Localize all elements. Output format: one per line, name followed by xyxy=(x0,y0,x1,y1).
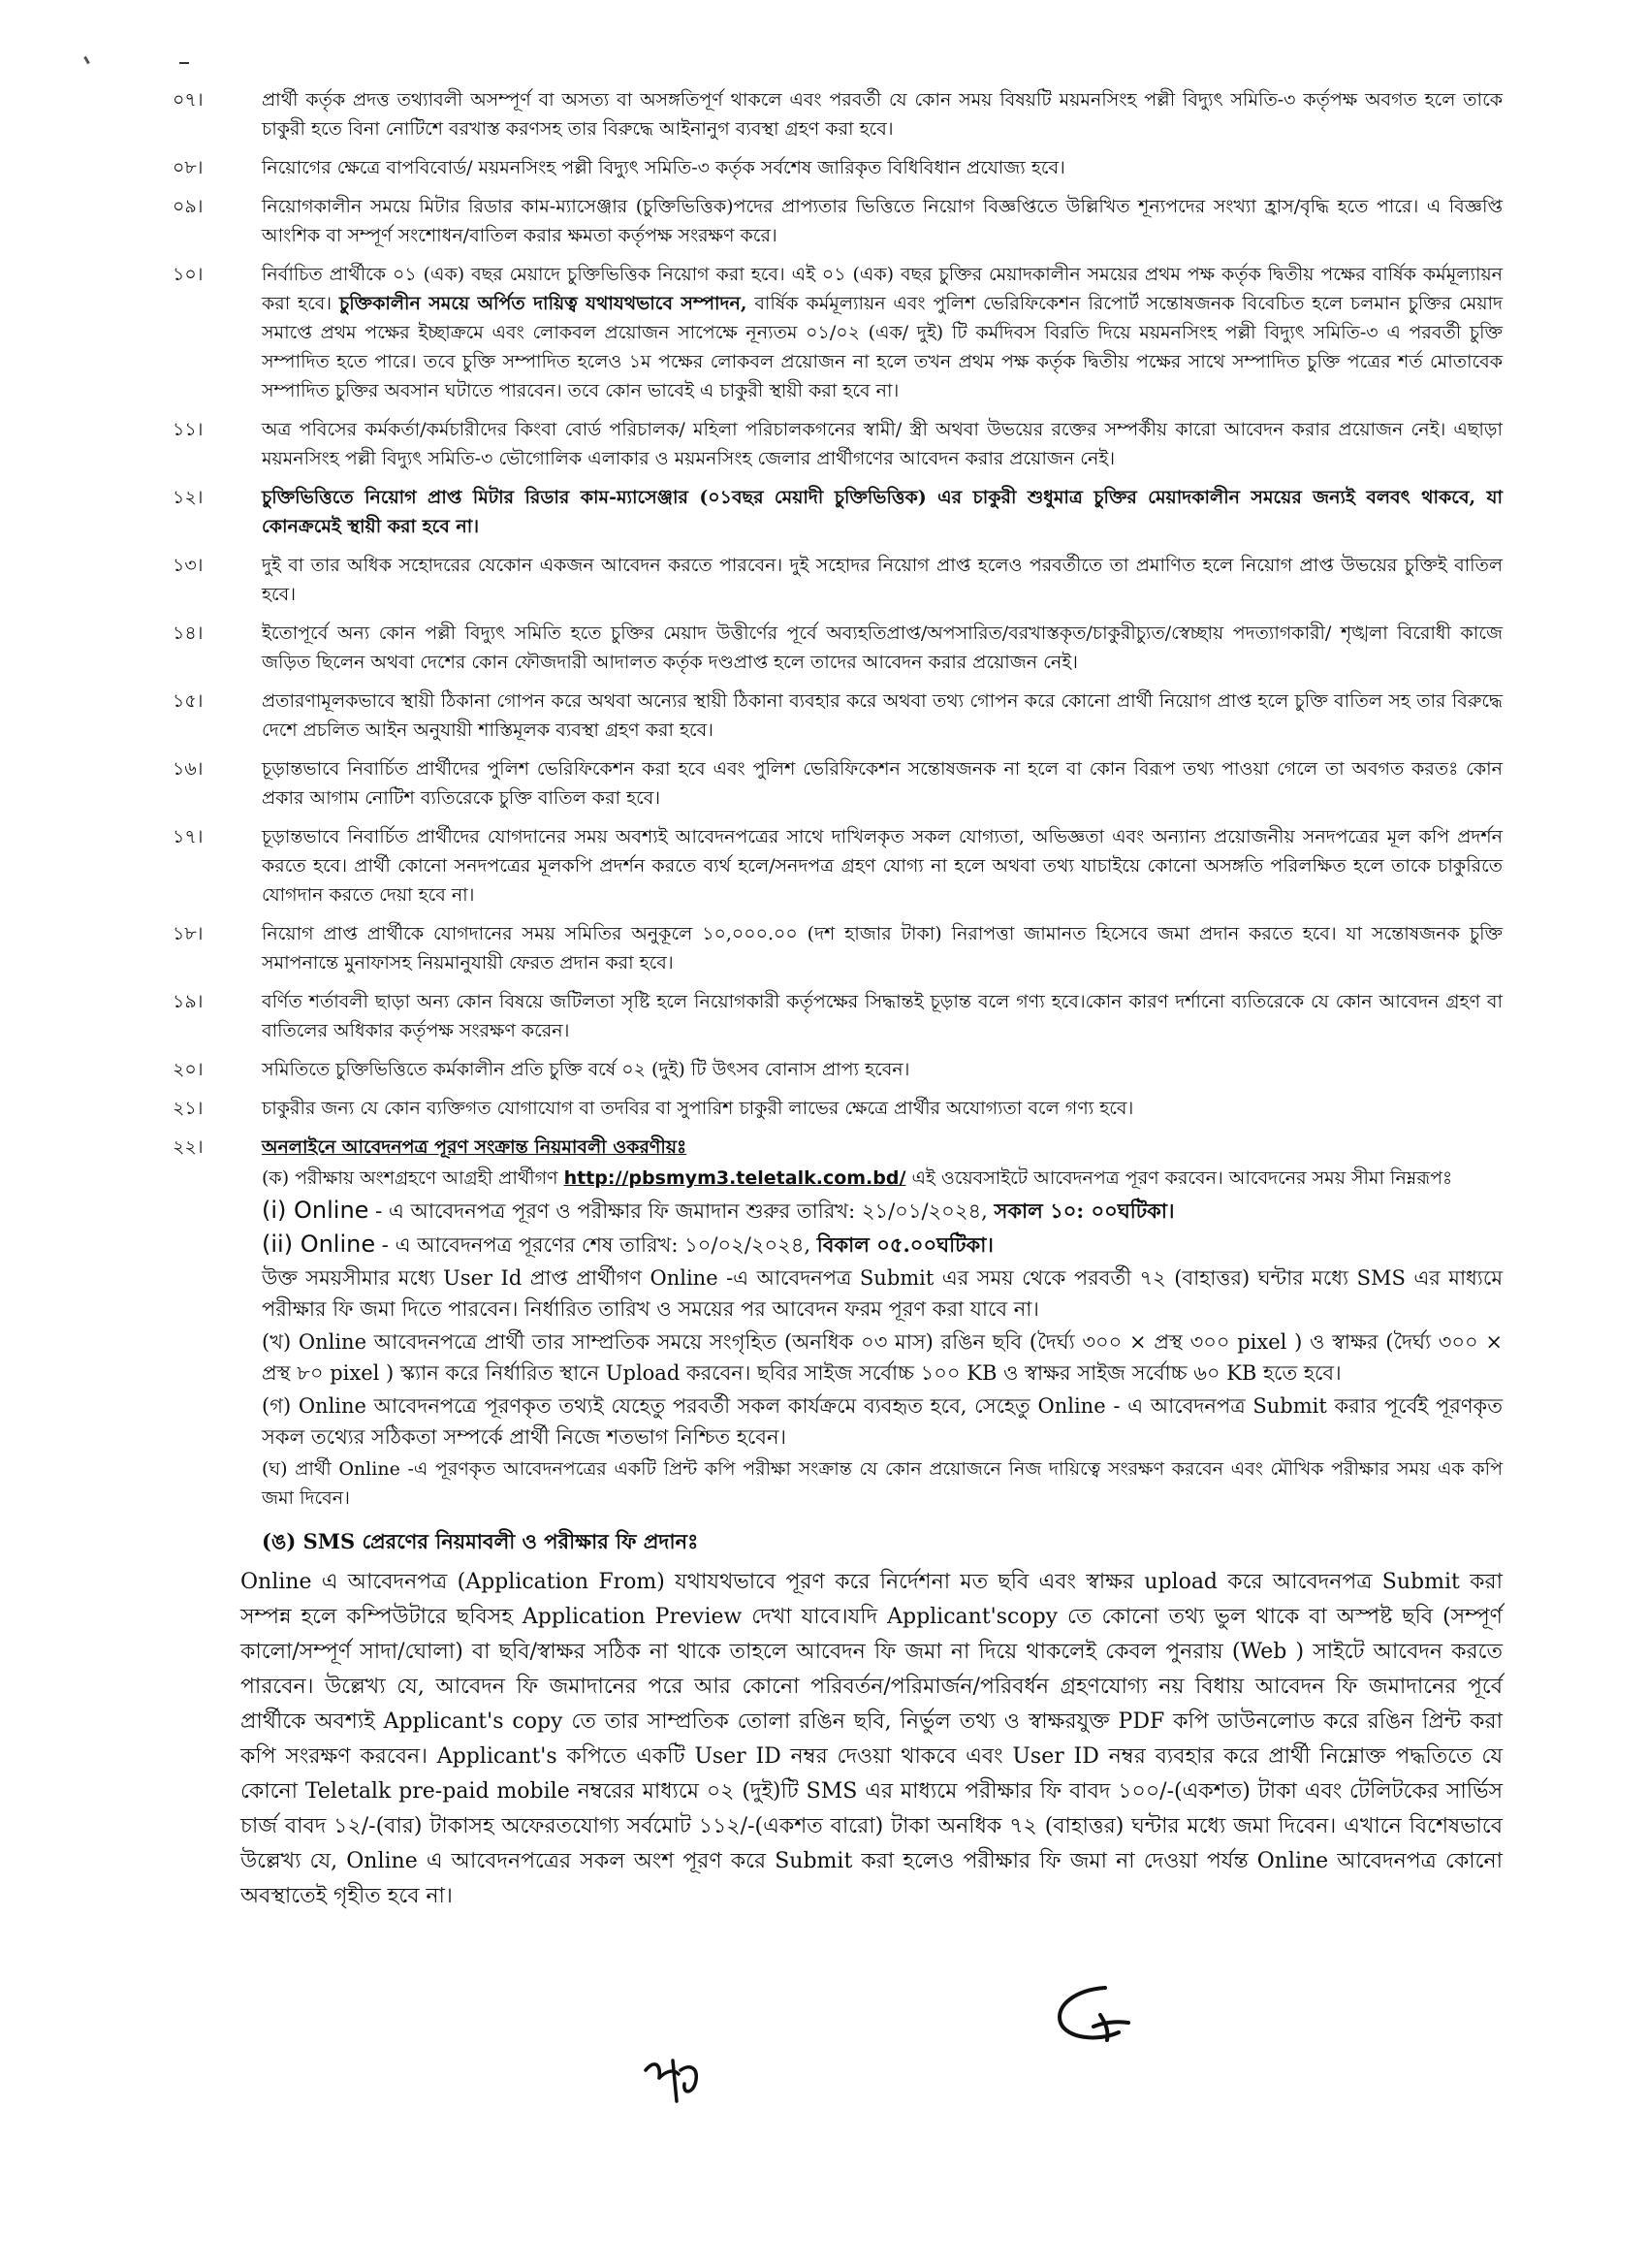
clause-15 xyxy=(165,687,1503,745)
clause-08 xyxy=(165,153,1503,182)
clause-number: ০৯। xyxy=(173,196,204,217)
clause-13 xyxy=(165,551,1503,609)
clause-07 xyxy=(165,85,1503,144)
sms-paragraph: Online এ আবেদনপত্র (Application From) যথাযথভাবে পূরণ করে নির্দেশনা মত ছবি এবং স্বাক্ষর upload করে আবেদনপত্র Submit করা সম্পন্ন হলে কম্পিউটারে ছবিসহ Application Preview দেখা যাবে।যদি Applicant'scopy তে কোনো তথ্য ভুল থাকে বা অস্পষ্ট ছবি (সম্পূর্ণ কালো/সম্পূর্ণ সাদা/ঘোলা) বা ছবি/স্বাক্ষর সঠিক না থাকে তাহলে আবেদন ফি জমা না দিয়ে থাকলেই কেবল পুনরায় (Web ) সাইটে আবেদন করতে পারবেন। উল্লেখ্য যে, আবেদন ফি জমাদানের পরে আর কোনো পরিবর্তন/পরিমার্জন/পরিবর্ধন গ্রহণযোগ্য নয় বিধায় আবেদন ফি জমাদানের পূর্বে প্রার্থীকে অবশ্যই Applicant's copy তে তার সাম্প্রতিক তোলা রঙিন ছবি, নির্ভুল তথ্য ও স্বাক্ষরযুক্ত PDF কপি ডাউনলোড করে রঙিন প্রিন্ট করা কপি সংরক্ষণ করবেন। Applicant's কপিতে একটি User ID নম্বর দেওয়া থাকবে এবং User ID নম্বর ব্যবহার করে প্রার্থী নিম্নোক্ত পদ্ধতিতে যে কোনো Teletalk pre-paid mobile নম্বরের মাধ্যমে ০২ (দুই)টি SMS এর মাধ্যমে পরীক্ষার ফি বাবদ ১০০/-(একশত) টাকা এবং টেলিটকের সার্ভিস চার্জ বাবদ ১২/-(বার) টাকাসহ অফেরতযোগ্য সর্বমোট ১১২/-(একশত বারো) টাকা অনধিক ৭২ (বাহাত্তর) ঘন্টার মধ্যে জমা দিবেন। এখানে বিশেষভাবে উল্লেখ্য যে, Online এ আবেদনপত্রের সকল অংশ পূরণ করে Submit করা হলেও পরীক্ষার ফি জমা না দেওয়া পর্যন্ত Online আবেদনপত্র কোনো অবস্থাতেই গৃহীত হবে না। xyxy=(240,1570,1503,1908)
clause-text: চূড়ান্তভাবে নিবার্চিত প্রার্থীদের পুলিশ ভেরিফিকেশন করা হবে এবং পুলিশ ভেরিফিকেশন সন্তোষজনক না হলে বা কোন বিরূপ তথ্য পাওয়া গেলে তা অবগত করতঃ কোন প্রকার আগাম নোটিশ ব্যতিরেকে চুক্তি বাতিল করা হবে। xyxy=(262,758,1503,809)
online-ka xyxy=(262,1164,1503,1193)
clause-number: ২১। xyxy=(173,1098,204,1119)
clause-number: ১৫। xyxy=(173,690,204,712)
clause-text: চূড়ান্তভাবে নিবার্চিত প্রার্থীদের যোগদানের সময় অবশ্যই আবেদনপত্রের সাথে দাখিলকৃত সকল যোগ্যতা, অভিজ্ঞতা এবং অন্যান্য প্রয়োজনীয় সনদপত্রের মূল কপি প্রদর্শন করতে হবে। প্রার্থী কোনো সনদপত্রের মূলকপি প্রদর্শন করতে ব্যর্থ হলে/সনদপত্র গ্রহণ যোগ্য না হলে অথবা তথ্য যাচাইয়ে কোনো অসঙ্গতি পরিলক্ষিত হলে তাকে চাকুরিতে যোগদান করতে দেয়া হবে না। xyxy=(262,826,1503,906)
online-heading: অনলাইনে আবেদনপত্র পূরণ সংক্রান্ত নিয়মাবলী ওকরণীয়ঃ xyxy=(262,1136,687,1158)
clause-09 xyxy=(165,192,1503,250)
clause-number: ০৭। xyxy=(173,89,204,111)
online-i-label: (i) Online xyxy=(262,1197,369,1224)
clause-22-online xyxy=(165,1133,1503,1559)
online-ka-suffix: এই ওয়েবসাইটে আবেদনপত্র পূরণ করবেন। আবেদনের সময় সীমা নিম্নরূপঃ xyxy=(911,1167,1453,1189)
sms-heading: (ঙ) SMS প্রেরণের নিয়মাবলী ও পরীক্ষার ফি প্রদানঃ xyxy=(262,1529,699,1553)
signature-left xyxy=(640,2051,717,2109)
clause-text-bold: চুক্তিকালীন সময়ে অর্পিত দায়িত্ব যথাযথভাবে সম্পাদন, xyxy=(338,293,747,314)
scan-mark xyxy=(83,56,90,64)
online-ii-text: - এ আবেদনপত্র পূরণের শেষ তারিখ: ১০/০২/২০২৪, xyxy=(381,1233,811,1257)
clause-text xyxy=(262,260,1503,405)
clause-20 xyxy=(165,1055,1503,1084)
clause-number: ১২। xyxy=(173,487,204,508)
clause-text: চাকুরীর জন্য যে কোন ব্যক্তিগত যোগাযোগ বা তদবির বা সুপারিশ চাকুরী লাভের ক্ষেত্রে প্রার্থীর অযোগ্যতা বলে গণ্য হবে। xyxy=(262,1098,1134,1119)
clause-text-part: বার্ষিক কর্মমূল্যায়ন এবং পুলিশ ভেরিফিকেশন রিপোর্ট সন্তোষজনক বিবেচিত হলে চলমান চুক্তির মেয়াদ সমাপ্তে প্রথম পক্ষের ইচ্ছাক্রমে এবং লোকবল প্রয়োজন সাপেক্ষে নূন্যতম ০১/০২ (এক/ দুই) টি কর্মদিবস বিরতি দিয়ে ময়মনসিংহ পল্লী বিদ্যুৎ সমিতি-৩ এ পরবর্তী চুক্তি সম্পাদিত হতে পারে। তবে চুক্তি সম্পাদিত হলেও ১ম পক্ষের লোকবল প্রয়োজন না হলে তখন প্রথম পক্ষ কর্তৃক দ্বিতীয় পক্ষের সাথে সম্পাদিত চুক্তি পত্রের শর্ত মোতাবেক সম্পাদিত চুক্তির অবসান ঘটাতে পারবেন। তবে কোন ভাবেই এ চাকুরী স্থায়ী করা হবে না। xyxy=(262,293,1504,401)
clause-17 xyxy=(165,822,1503,910)
clause-text: প্রার্থী কর্তৃক প্রদত্ত তথ্যাবলী অসম্পূর্ণ বা অসত্য বা অসঙ্গতিপূর্ণ থাকলে এবং পরবর্তী যে কোন সময় বিষয়টি ময়মনসিংহ পল্লী বিদ্যুৎ সমিতি-৩ কর্তৃপক্ষ অবগত হলে তাকে চাকুরী হতে বিনা নোটিশে বরখাস্ত করণসহ তার বিরুদ্ধে আইনানুগ ব্যবস্থা গ্রহণ করা হবে। xyxy=(262,89,1503,140)
online-gha: (ঘ) প্রার্থী Online -এ পূরণকৃত আবেদনপত্রের একটি প্রিন্ট কপি পরীক্ষা সংক্রান্ত যে কোন প্রয়োজনে নিজ দায়িত্বে সংরক্ষণ করবেন এবং মৌখিক পরীক্ষার সময় এক কপি জমা দিবেন। xyxy=(262,1458,1503,1509)
clause-18 xyxy=(165,919,1503,977)
clause-number: ১০। xyxy=(173,264,204,285)
clause-number: ০৮। xyxy=(173,157,204,178)
clause-text: অত্র পবিসের কর্মকর্তা/কর্মচারীদের কিংবা বোর্ড পরিচালক/ মহিলা পরিচালকগনের স্বামী/ স্ত্রী অথবা উভয়ের রক্তের সম্পর্কীয় কারো আবেদন করার প্রয়োজন নেই। এছাড়া ময়মনসিংহ পল্লী বিদ্যুৎ সমিতি-৩ ভৌগোলিক এলাকার ও ময়মনসিংহ জেলার প্রার্থীগণের আবেদন করার প্রয়োজন নেই। xyxy=(262,419,1503,469)
clause-text: নিয়োগের ক্ষেত্রে বাপবিবোর্ড/ ময়মনসিংহ পল্লী বিদ্যুৎ সমিতি-৩ কর্তৃক সর্বশেষ জারিকৃত বিধিবিধান প্রযোজ্য হবে। xyxy=(262,157,1065,178)
clause-10 xyxy=(165,260,1503,405)
scan-mark xyxy=(179,62,189,64)
online-kha: (খ) Online আবেদনপত্রে প্রার্থী তার সাম্প্রতিক সময়ে সংগৃহিত (অনধিক ০৩ মাস) রঙিন ছবি (দৈর্ঘ্য ৩০০ × প্রস্থ ৩০০ pixel ) ও স্বাক্ষর (দৈর্ঘ্য ৩০০ × প্রস্থ ৮০ pixel ) স্ক্যান করে নির্ধারিত স্থানে Upload করবেন। ছবির সাইজ সর্বোচ্চ ১০০ KB ও স্বাক্ষর সাইজ সর্বোচ্চ ৬০ KB হতে হবে। xyxy=(262,1330,1503,1385)
application-website-link[interactable]: http://pbsmym3.teletalk.com.bd/ xyxy=(563,1167,906,1189)
clause-number: ১৯। xyxy=(173,991,204,1012)
clause-number: ১৩। xyxy=(173,555,204,576)
online-ii-time: বিকাল ০৫.০০ঘটিকা। xyxy=(816,1232,994,1257)
clause-text: সমিতিতে চুক্তিভিত্তিতে কর্মকালীন প্রতি চুক্তি বর্ষে ০২ (দুই) টি উৎসব বোনাস প্রাপ্য হবেন। xyxy=(262,1059,910,1080)
online-end-date xyxy=(262,1229,1503,1261)
online-ka-prefix: (ক) পরীক্ষায় অংশগ্রহণে আগ্রহী প্রার্থীগণ xyxy=(262,1167,558,1189)
clause-text-part: নির্বাচিত প্রার্থীকে ০১ (এক) বছর মেয়াদে চুক্তিভিত্তিক নিয়োগ করা হবে। এই ০১ (এক) বছর চুক্তির মেয়াদকালীন সময়ের প্রথম পক্ষ কর্তৃক দ্বিতীয় পক্ষের বার্ষিক কর্মমূল্যায়ন করা হবে। xyxy=(262,264,1503,314)
signature-right xyxy=(1047,1978,1154,2056)
clause-text: নিয়োগ প্রাপ্ত প্রার্থীকে যোগদানের সময় সমিতির অনুকূলে ১০,০০০.০০ (দশ হাজার টাকা) নিরাপত্তা জামানত হিসেবে জমা প্রদান করতে হবে। যা সন্তোষজনক চুক্তি সমাপনান্তে মুনাফাসহ নিয়মানুযায়ী ফেরত প্রদান করা হবে। xyxy=(262,923,1503,974)
clause-21 xyxy=(165,1094,1503,1123)
clause-text: বর্ণিত শর্তাবলী ছাড়া অন্য কোন বিষয়ে জটিলতা সৃষ্টি হলে নিয়োগকারী কর্তৃপক্ষের সিদ্ধান্তই চূড়ান্ত বলে গণ্য হবে।কোন কারণ দর্শানো ব্যতিরেকে যে কোন আবেদন গ্রহণ বা বাতিলের অধিকার কর্তৃপক্ষ সংরক্ষণ করেন। xyxy=(262,991,1503,1041)
clause-text: নিয়োগকালীন সময়ে মিটার রিডার কাম-ম্যাসেঞ্জার (চুক্তিভিত্তিক)পদের প্রাপ্যতার ভিত্তিতে নিয়োগ বিজ্ঞপ্তিতে উল্লিখিত শূন্যপদের সংখ্যা হ্রাস/বৃদ্ধি হতে পারে। এ বিজ্ঞপ্তি আংশিক বা সম্পূর্ণ সংশোধন/বাতিল করার ক্ষমতা কর্তৃপক্ষ সংরক্ষণ করে। xyxy=(262,196,1503,246)
clause-number: ১৭। xyxy=(173,826,204,847)
online-ii-label: (ii) Online xyxy=(262,1230,376,1258)
online-i-time: সকাল ১০: ০০ঘটিকা। xyxy=(994,1198,1175,1223)
clause-number: ১৬। xyxy=(173,758,204,780)
clause-number: ১৪। xyxy=(173,623,204,644)
clause-14 xyxy=(165,619,1503,677)
clause-number: ১৮। xyxy=(173,923,204,944)
clause-12 xyxy=(165,483,1503,541)
clause-text xyxy=(262,1133,1503,1559)
clause-19 xyxy=(165,987,1503,1045)
clause-16 xyxy=(165,754,1503,813)
online-userid-para: উক্ত সময়সীমার মধ্যে User Id প্রাপ্ত প্রার্থীগণ Online -এ আবেদনপত্র Submit এর সময় থেকে পরবর্তী ৭২ (বাহাত্তর) ঘন্টার মধ্যে SMS এর মাধ্যমে পরীক্ষার ফি জমা দিতে পারবেন। নির্ধারিত তারিখ ও সময়ের পর আবেদন ফরম পূরণ করা যাবে না। xyxy=(262,1266,1503,1321)
document-body xyxy=(165,85,1503,1914)
clause-number: ২০। xyxy=(173,1059,204,1080)
online-i-text: - এ আবেদনপত্র পূরণ ও পরীক্ষার ফি জমাদান শুরুর তারিখ: ২১/০১/২০২৪, xyxy=(375,1199,988,1223)
clause-11 xyxy=(165,415,1503,473)
clause-text: দুই বা তার অধিক সহোদরের যেকোন একজন আবেদন করতে পারবেন। দুই সহোদর নিয়োগ প্রাপ্ত হলেও পরবর্তীতে তা প্রমাণিত হলে নিয়োগ প্রাপ্ত উভয়ের চুক্তিই বাতিল হবে। xyxy=(262,555,1503,605)
online-start-date xyxy=(262,1195,1503,1227)
clause-number: ২২। xyxy=(173,1136,204,1158)
clause-text: প্রতারণামূলকভাবে স্থায়ী ঠিকানা গোপন করে অথবা অন্যের স্থায়ী ঠিকানা ব্যবহার করে অথবা তথ্য গোপন করে কোনো প্রার্থী নিয়োগ প্রাপ্ত হলে চুক্তি বাতিল সহ তার বিরুদ্ধে দেশে প্রচলিত আইন অনুযায়ী শাস্তিমূলক ব্যবস্থা গ্রহণ করা হবে। xyxy=(262,690,1503,741)
online-ga: (গ) Online আবেদনপত্রে পূরণকৃত তথ্যই যেহেতু পরবর্তী সকল কার্যক্রমে ব্যবহৃত হবে, সেহেতু Online - এ আবেদনপত্র Submit করার পূর্বেই পূরণকৃত সকল তথ্যের সঠিকতা সম্পর্কে প্রার্থী নিজে শতভাগ নিশ্চিত হবেন। xyxy=(262,1394,1503,1449)
clause-number: ১১। xyxy=(173,419,204,440)
clause-text: চুক্তিভিত্তিতে নিয়োগ প্রাপ্ত মিটার রিডার কাম-ম্যাসেঞ্জার (০১বছর মেয়াদী চুক্তিভিত্তিক) এর চাকুরী শুধুমাত্র চুক্তির মেয়াদকালীন সময়ের জন্যই বলবৎ থাকবে, যা কোনক্রমেই স্থায়ী করা হবে না। xyxy=(262,487,1503,537)
clause-text: ইতোপূর্বে অন্য কোন পল্লী বিদ্যুৎ সমিতি হতে চুক্তির মেয়াদ উত্তীর্ণের পূর্বে অব্যহতিপ্রাপ্ত/অপসারিত/বরখাস্তকৃত/চাকুরীচ্যুত/স্বেচ্ছায় পদত্যাগকারী/ শৃঙ্খলা বিরোধী কাজে জড়িত ছিলেন অথবা দেশের কোন ফৌজদারী আদালত কর্তৃক দণ্ডপ্রাপ্ত হলে তাদের আবেদন করার প্রয়োজন নেই। xyxy=(262,623,1503,673)
